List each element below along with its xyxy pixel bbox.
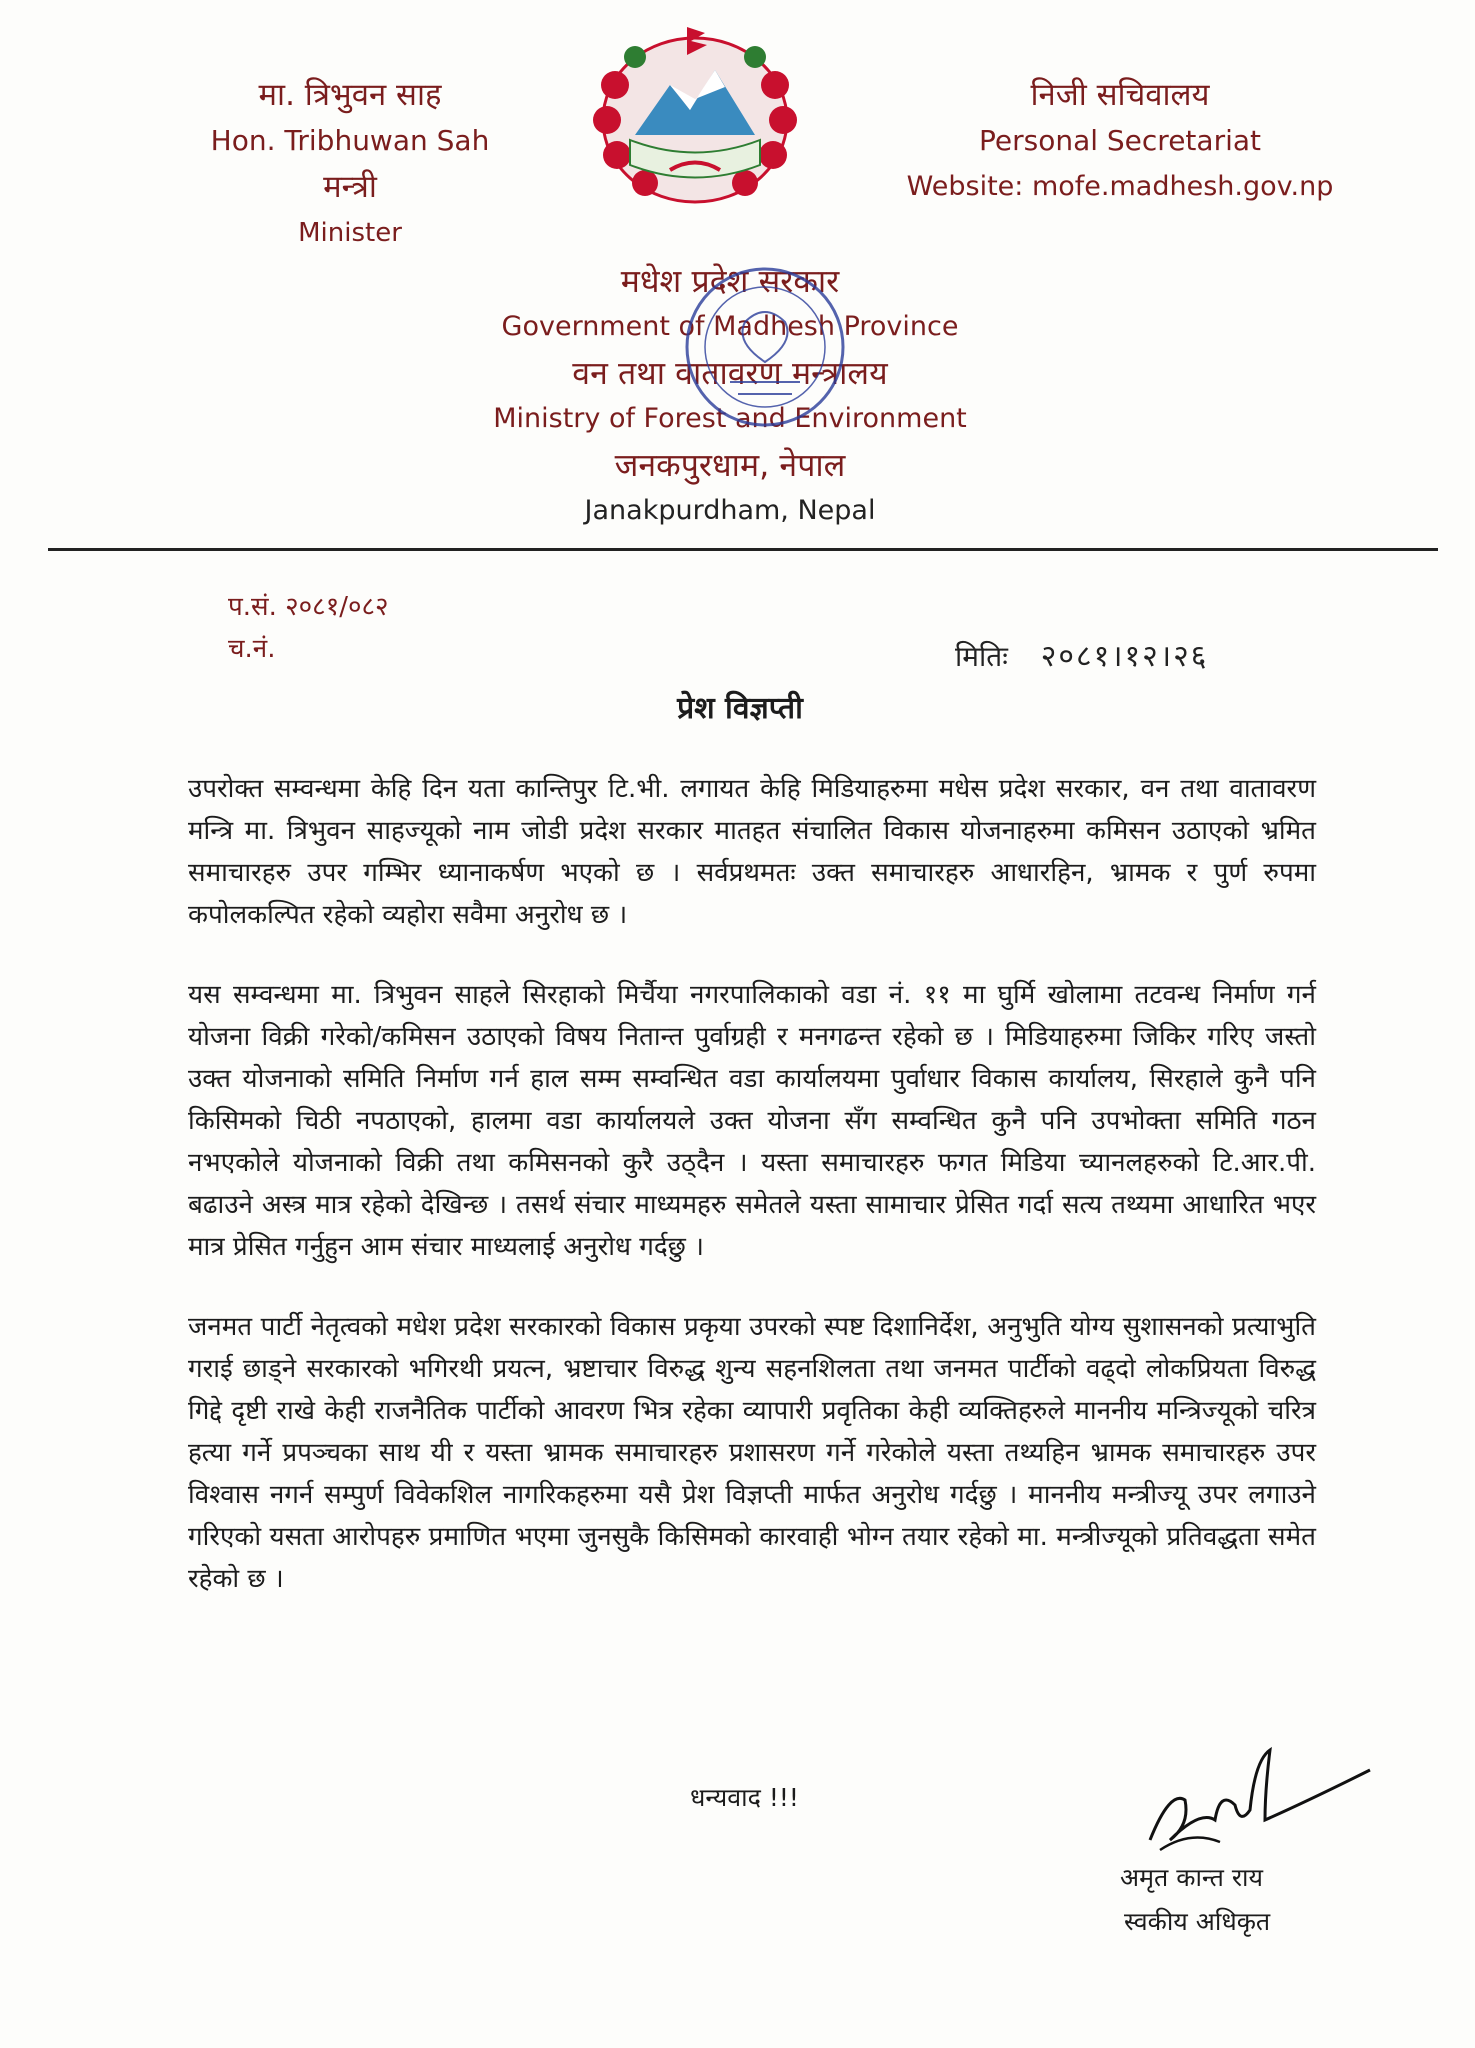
government-name-en: Government of Madhesh Province <box>501 311 959 342</box>
paragraph: यस सम्वन्धमा मा. त्रिभुवन साहले सिरहाको मिर्चैया नगरपालिकाको वडा नं. ११ मा घुर्मि खोलामा तटवन्ध निर्माण गर्न योजना विक्री गरेको/कमिसन उठाएको विषय नितान्त पुर्वाग्रही र मनगढन्त रहेको छ । मिडियाहरुमा जिकिर गरिए जस्तो उक्त योजनाको समिति निर्माण गर्न हाल सम्म सम्वन्धित वडा कार्यालयमा पुर्वाधार विकास कार्यालय, सिरहाले कुनै पनि किसिमको चिठी नपठाएको, हालमा वडा कार्यालयले उक्त योजना सँग सम्वन्धित कुनै पनि उपभोक्ता समिति गठन नभएकोले योजनाको विक्री तथा कमिसनको कुरै उठ्दैन । यस्ता समाचारहरु फगत मिडिया च्यानलहरुको टि.आर.पी. बढाउने अस्त्र मात्र रहेको देखिन्छ । तसर्थ संचार माध्यमहरु समेतले यस्ता सामाचार प्रेसित गर्दा सत्य तथ्यमा आधारित भएर मात्र प्रेसित गर्नुहुन आम संचार माध्यलाई अनुरोध गर्दछु । <box>188 980 1316 1262</box>
closing-text: धन्यवाद !!! <box>690 1783 799 1812</box>
signatory-designation: स्वकीय अधिकृत <box>1124 1907 1271 1936</box>
press-release-title: प्रेश विज्ञप्ती <box>677 691 803 726</box>
date-line <box>955 636 1208 678</box>
office-name-np: निजी सचिवालय <box>1030 77 1210 113</box>
header-divider <box>48 548 1438 551</box>
paragraph: उपरोक्त सम्वन्धमा केहि दिन यता कान्तिपुर टि.भी. लगायत केहि मिडियाहरुमा मधेस प्रदेश सरकार, वन तथा वातावरण मन्त्रि मा. त्रिभुवन साहज्यूको नाम जोडी प्रदेश सरकार मातहत संचालित विकास योजनाहरुमा कमिसन उठाएको भ्रमित समाचारहरु उपर गम्भिर ध्यानाकर्षण भएको छ । सर्वप्रथमतः उक्त समाचारहरु आधारहिन, भ्रामक र पुर्ण रुपमा कपोलकल्पित रहेको व्यहोरा सवैमा अनुरोध छ । <box>188 774 1316 930</box>
city-name-en: Janakpurdham, Nepal <box>584 495 876 526</box>
minister-title-np: मन्त्री <box>323 169 377 205</box>
office-name-en: Personal Secretariat <box>978 124 1261 157</box>
government-name-np: मधेश प्रदेश सरकार <box>620 262 840 300</box>
ministry-name-np: वन तथा वातावरण मन्त्रालय <box>572 354 888 392</box>
press-release-body <box>188 768 1316 1638</box>
paragraph: जनमत पार्टी नेतृत्वको मधेश प्रदेश सरकारको विकास प्रकृया उपरको स्पष्ट दिशानिर्देश, अनुभुति योग्य सुशासनको प्रत्याभुति गराई छाड्ने सरकारको भगिरथी प्रयत्न, भ्रष्टाचार विरुद्ध शुन्य सहनशिलता तथा जनमत पार्टीको वढ्दो लोकप्रियता विरुद्ध गिद्दे दृष्टी राखे केही राजनैतिक पार्टीको आवरण भित्र रहेका व्यापारी प्रवृतिका केही व्यक्तिहरुले माननीय मन्त्रिज्यूको चरित्र हत्या गर्ने प्रपञ्चका साथ यी र यस्ता भ्रामक समाचारहरु प्रशासरण गर्ने गरेकोले यस्ता तथ्यहिन भ्रामक समाचारहरु उपर विश्वास नगर्न सम्पुर्ण विवेकशिल नागरिकहरुमा यसै प्रेश विज्ञप्ती मार्फत अनुरोध गर्दछु । माननीय मन्त्रीज्यू उपर लगाउने गरिएको यसता आरोपहरु प्रमाणित भएमा जुनसुकै किसिमको कारवाही भोग्न तयार रहेको मा. मन्त्रीज्यूको प्रतिवद्धता समेत रहेको छ । <box>188 1312 1316 1594</box>
city-name-np: जनकपुरधाम, नेपाल <box>614 446 846 484</box>
minister-name-en: Hon. Tribhuwan Sah <box>210 124 490 157</box>
minister-header <box>170 72 530 256</box>
signatory-block <box>1120 1856 1340 1944</box>
official-stamp-icon <box>680 262 850 432</box>
secretariat-header <box>880 72 1360 210</box>
signatory-name: अमृत कान्त राय <box>1120 1863 1264 1892</box>
minister-name-np: मा. त्रिभुवन साह <box>258 77 442 113</box>
nepal-emblem-icon <box>575 15 815 215</box>
reference-cn: च.नं. <box>228 634 276 664</box>
date-label: मितिः <box>955 640 1008 673</box>
date-value: २०८१।१२।२६ <box>1040 639 1209 674</box>
reference-block <box>228 586 389 670</box>
minister-title-en: Minister <box>298 218 402 248</box>
signature-icon <box>1130 1730 1380 1870</box>
ministry-name-en: Ministry of Forest and Environment <box>493 403 967 434</box>
reference-ps: प.सं. २०८१/०८२ <box>228 592 389 622</box>
website-text: Website: mofe.madhesh.gov.np <box>906 171 1334 202</box>
